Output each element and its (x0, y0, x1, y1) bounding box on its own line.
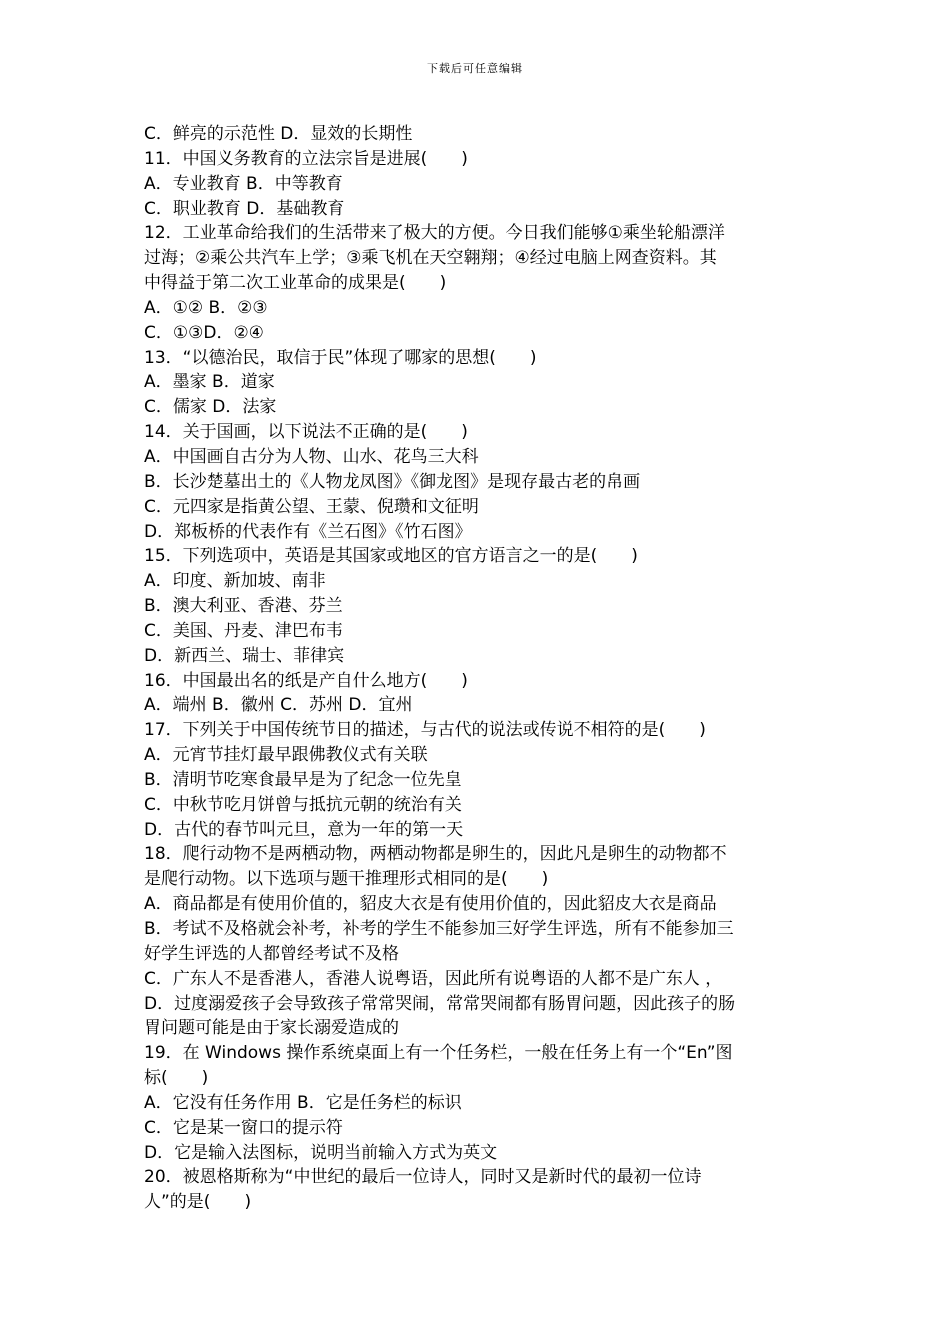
text-line: B．清明节吃寒食最早是为了纪念一位先皇 (144, 769, 462, 790)
text-line: 人”的是( ) (144, 1192, 252, 1213)
text-line: 过海；②乘公共汽车上学；③乘飞机在天空翱翔；④经过电脑上网查资料。其 (144, 248, 717, 269)
text-line: C．它是某一窗口的提示符 (144, 1117, 343, 1138)
text-line: B．澳大利亚、香港、芬兰 (144, 596, 343, 617)
text-line: 20．被恩格斯称为“中世纪的最后一位诗人，同时又是新时代的最初一位诗 (144, 1167, 702, 1188)
text-line: A．专业教育 B．中等教育 (144, 173, 343, 194)
text-line: 是爬行动物。以下选项与题干推理形式相同的是( ) (144, 869, 549, 890)
text-line: 15．下列选项中，英语是其国家或地区的官方语言之一的是( ) (144, 546, 638, 567)
text-line: C．美国、丹麦、津巴布韦 (144, 620, 343, 641)
text-line: C．元四家是指黄公望、王蒙、倪瓒和文征明 (144, 496, 479, 517)
text-line: 14．关于国画，以下说法不正确的是( ) (144, 422, 468, 443)
text-line: A．元宵节挂灯最早跟佛教仪式有关联 (144, 745, 428, 766)
text-line: 16．中国最出名的纸是产自什么地方( ) (144, 670, 468, 691)
text-line: D．古代的春节叫元旦，意为一年的第一天 (144, 819, 464, 840)
text-line: 12．工业革命给我们的生活带来了极大的方便。今日我们能够①乘坐轮船漂洋 (144, 223, 725, 244)
text-line: 18．爬行动物不是两栖动物，两栖动物都是卵生的，因此凡是卵生的动物都不 (144, 844, 727, 865)
text-line: C．①③D．②④ (144, 322, 264, 343)
document-body (144, 122, 814, 1215)
text-line: D．过度溺爱孩子会导致孩子常常哭闹，常常哭闹都有肠胃问题，因此孩子的肠 (144, 993, 736, 1014)
text-line: D．它是输入法图标，说明当前输入方式为英文 (144, 1142, 498, 1163)
text-line: C．中秋节吃月饼曾与抵抗元朝的统治有关 (144, 794, 462, 815)
text-line: 13．“以德治民，取信于民”体现了哪家的思想( ) (144, 347, 537, 368)
text-line: A．它没有任务作用 B．它是任务栏的标识 (144, 1092, 462, 1113)
text-line: C．职业教育 D．基础教育 (144, 198, 345, 219)
text-line: C．广东人不是香港人，香港人说粤语，因此所有说粤语的人都不是广东人 ， (144, 968, 723, 989)
text-line: B．长沙楚墓出土的《人物龙凤图》《御龙图》是现存最古老的帛画 (144, 471, 641, 492)
text-line: A．墨家 B．道家 (144, 372, 275, 393)
text-line: A．中国画自古分为人物、山水、花鸟三大科 (144, 446, 479, 467)
text-line: 胃问题可能是由于家长溺爱造成的 (144, 1018, 399, 1039)
text-line: A．印度、新加坡、南非 (144, 571, 326, 592)
text-line: 19．在 Windows 操作系统桌面上有一个任务栏，一般在任务上有一个“En”图 (144, 1043, 733, 1064)
text-line: D．郑板桥的代表作有《兰石图》《竹石图》 (144, 521, 472, 542)
page-header: 下载后可任意编辑 (427, 62, 523, 75)
text-line: D．新西兰、瑞士、菲律宾 (144, 645, 345, 666)
text-line: A．①② B．②③ (144, 297, 268, 318)
text-line: 17．下列关于中国传统节日的描述，与古代的说法或传说不相符的是( ) (144, 720, 706, 741)
text-line: 标( ) (144, 1068, 209, 1089)
text-line: A．商品都是有使用价值的，貂皮大衣是有使用价值的，因此貂皮大衣是商品 (144, 894, 717, 915)
text-line: C．鲜亮的示范性 D．显效的长期性 (144, 124, 413, 144)
text-line: 好学生评选的人都曾经考试不及格 (144, 943, 399, 964)
text-line: 中得益于第二次工业革命的成果是( ) (144, 273, 447, 294)
text-line: 11．中国义务教育的立法宗旨是进展( ) (144, 148, 468, 169)
text-line: A．端州 B．徽州 C．苏州 D．宜州 (144, 695, 413, 716)
text-line: B．考试不及格就会补考，补考的学生不能参加三好学生评选，所有不能参加三 (144, 919, 734, 939)
text-line: C．儒家 D．法家 (144, 397, 277, 418)
